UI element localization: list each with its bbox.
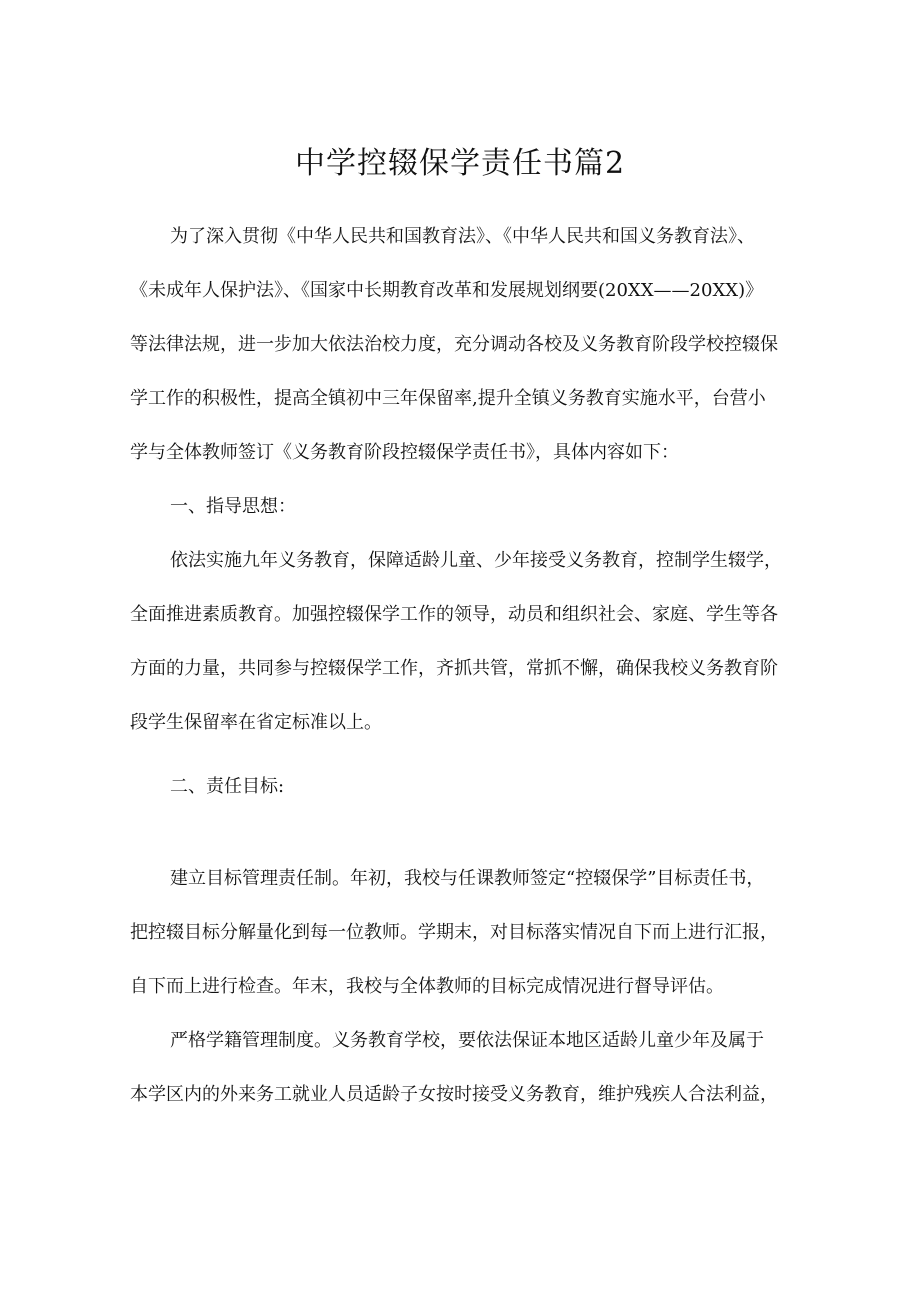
- paragraph-line: 段学生保留率在省定标准以上。: [130, 712, 382, 733]
- paragraph-line: 学与全体教师签订《义务教育阶段控辍保学责任书》，具体内容如下：: [130, 442, 679, 463]
- paragraph-line: 方面的力量，共同参与控辍保学工作，齐抓共管，常抓不懈，确保我校义务教育阶: [130, 658, 778, 679]
- paragraph-goal-management: [130, 852, 808, 1014]
- paragraph-line: 等法律法规，进一步加大依法治校力度，充分调动各校及义务教育阶段学校控辍保: [130, 334, 778, 355]
- paragraph-intro: [130, 210, 808, 480]
- paragraph-line: 自下而上进行检查。年末，我校与全体教师的目标完成情况进行督导评估。: [130, 976, 724, 997]
- section-heading-responsibility-goals: [130, 760, 808, 814]
- paragraph-line: 全面推进素质教育。加强控辍保学工作的领导，动员和组织社会、家庭、学生等各: [130, 604, 778, 625]
- paragraph-line: 学工作的积极性，提高全镇初中三年保留率,提升全镇义务教育实施水平，台营小: [130, 388, 766, 409]
- paragraph-line: 建立目标管理责任制。年初，我校与任课教师签定“控辍保学”目标责任书，: [170, 868, 765, 889]
- paragraph-line: 把控辍目标分解量化到每一位教师。学期末，对目标落实情况自下而上进行汇报，: [130, 922, 778, 943]
- section-heading: 二、责任目标:: [170, 776, 285, 797]
- paragraph-line: 本学区内的外来务工就业人员适龄子女按时接受义务教育，维护残疾人合法利益，: [130, 1084, 778, 1105]
- section-heading-guiding-ideology: [130, 480, 808, 534]
- paragraph-line: 严格学籍管理制度。义务教育学校，要依法保证本地区适龄儿童少年及属于: [170, 1030, 764, 1051]
- paragraph-enrollment-management: [130, 1014, 808, 1122]
- document-title: 中学控辍保学责任书篇2: [294, 146, 626, 181]
- paragraph-guiding-ideology: [130, 534, 808, 750]
- section-heading: 一、指导思想：: [170, 496, 296, 517]
- paragraph-line: 依法实施九年义务教育，保障适龄儿童、少年接受义务教育，控制学生辍学，: [170, 550, 782, 571]
- paragraph-line: 为了深入贯彻《中华人民共和国教育法》、《中华人民共和国义务教育法》、: [170, 226, 755, 247]
- paragraph-line: 《未成年人保护法》、《国家中长期教育改革和发展规划纲要(20XX——20XX)》: [130, 280, 764, 301]
